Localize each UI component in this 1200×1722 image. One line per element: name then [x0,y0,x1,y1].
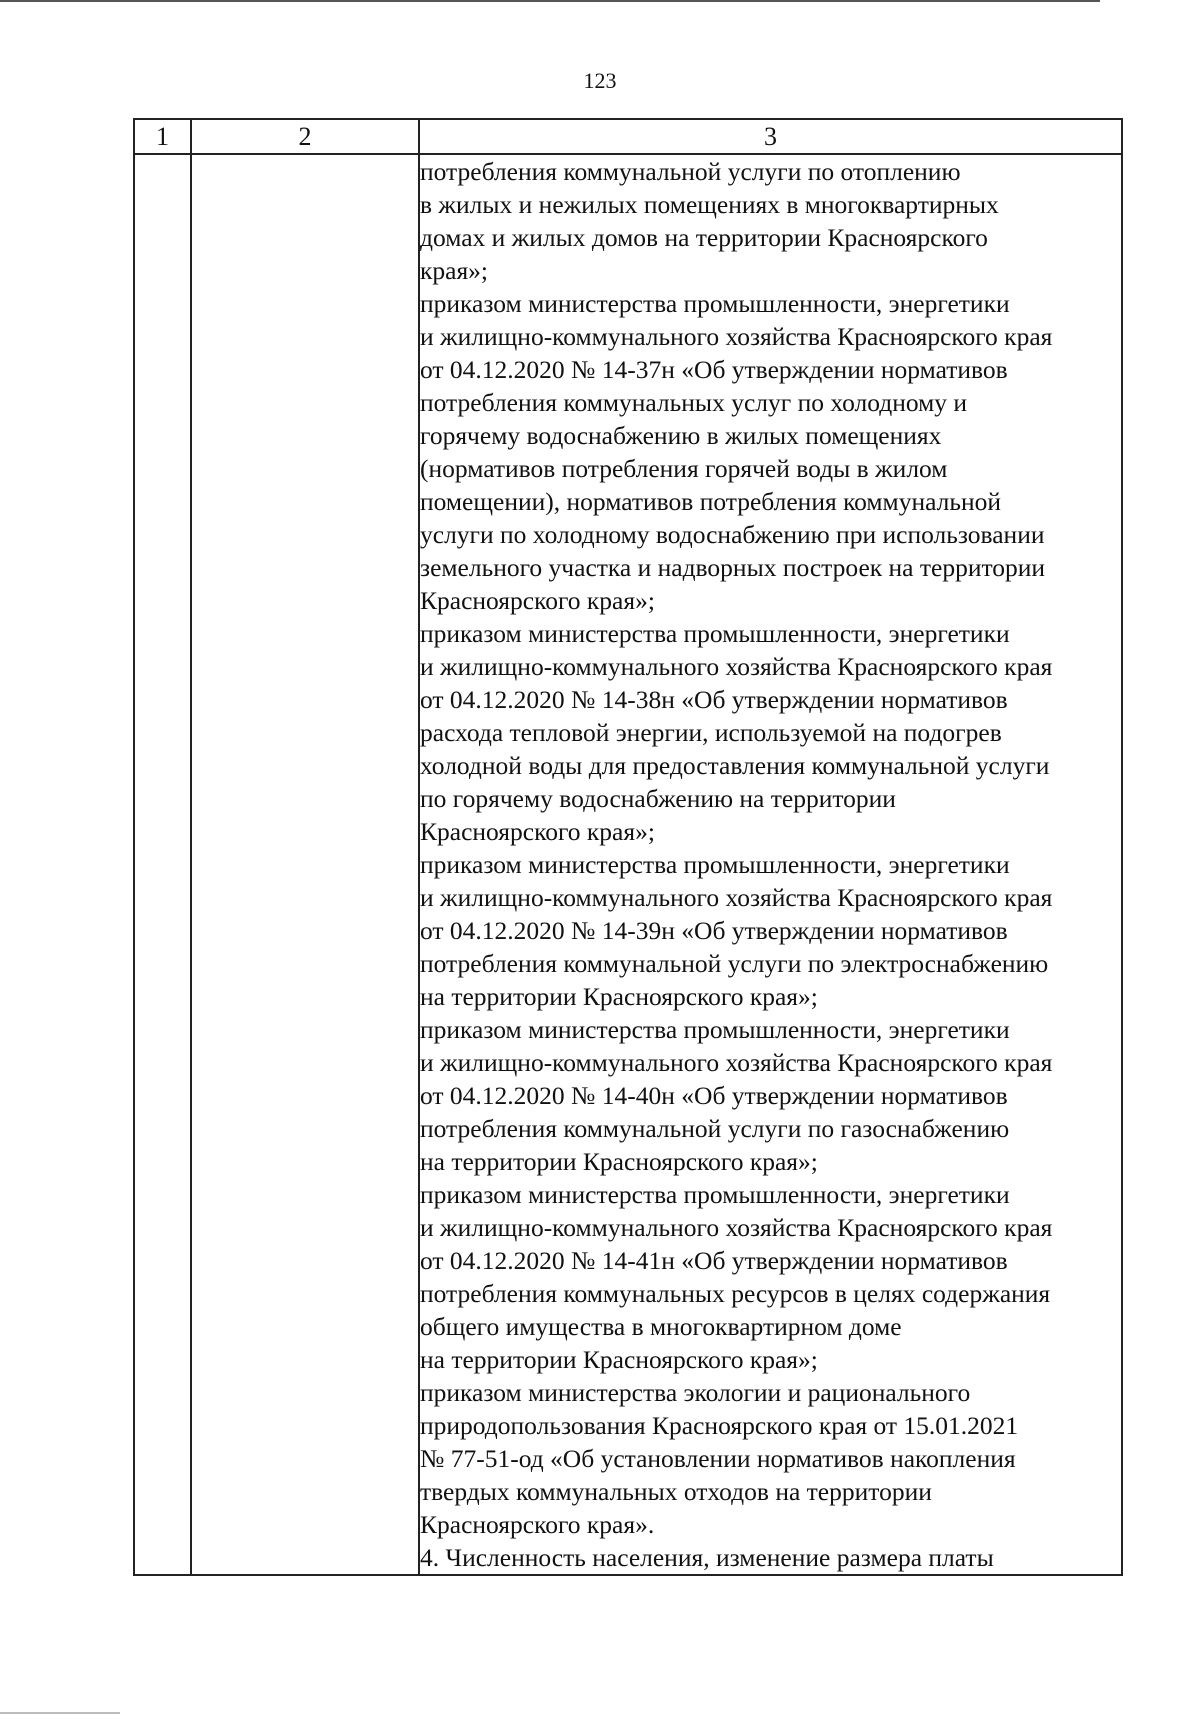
text-line: на территории Красноярского края»; [420,1147,818,1176]
text-line: приказом министерства промышленности, энергетики [420,850,1010,879]
text-line: Красноярского края»; [420,586,655,615]
text-line: и жилищно-коммунального хозяйства Красноярского края [420,1048,1053,1077]
text-line: на территории Красноярского края»; [420,1345,818,1374]
column1-cell [134,154,191,1575]
text-line: потребления коммунальной услуги по электроснабжению [420,949,1049,978]
text-line: услуги по холодному водоснабжению при использовании [420,520,1045,549]
text-line: земельного участка и надворных построек на территории [420,553,1046,582]
column3-text-cell [419,154,1122,1575]
text-line: от 04.12.2020 № 14-38н «Об утверждении нормативов [420,685,1008,714]
scan-edge-bottom [0,1712,120,1714]
column2-cell [191,154,419,1575]
text-line: от 04.12.2020 № 14-41н «Об утверждении нормативов [420,1246,1008,1275]
text-line: по горячему водоснабжению на территории [420,784,896,813]
text-line: потребления коммунальных ресурсов в целях содержания [420,1279,1051,1308]
text-line: 4. Численность населения, изменение размера платы [420,1543,994,1572]
text-line: общего имущества в многоквартирном доме [420,1312,902,1341]
text-line: Красноярского края»; [420,817,655,846]
text-line: от 04.12.2020 № 14-40н «Об утверждении нормативов [420,1081,1008,1110]
text-line: от 04.12.2020 № 14-37н «Об утверждении нормативов [420,355,1008,384]
table-header-row [134,119,1122,154]
text-line: холодной воды для предоставления коммунальной услуги [420,751,1050,780]
text-line: в жилых и нежилых помещениях в многоквартирных [420,190,999,219]
text-line: приказом министерства промышленности, энергетики [420,1180,1010,1209]
text-line: природопользования Красноярского края от 15.01.2021 [420,1411,1019,1440]
text-line: приказом министерства промышленности, энергетики [420,289,1010,318]
text-line: потребления коммунальной услуги по газоснабжению [420,1114,1010,1143]
text-line: приказом министерства экологии и рационального [420,1378,971,1407]
text-line: потребления коммунальных услуг по холодному и [420,388,968,417]
column-header-2: 2 [191,119,419,154]
page-number: 123 [583,68,617,93]
column-header-1: 1 [134,119,191,154]
text-line: Красноярского края». [420,1510,655,1539]
text-line: от 04.12.2020 № 14-39н «Об утверждении нормативов [420,916,1008,945]
text-line: края»; [420,256,489,285]
table-row [134,154,1122,1575]
text-line: на территории Красноярского края»; [420,982,818,1011]
scan-edge-top [0,0,1100,2]
text-line: и жилищно-коммунального хозяйства Красноярского края [420,322,1053,351]
text-line: и жилищно-коммунального хозяйства Красноярского края [420,1213,1053,1242]
text-line: приказом министерства промышленности, энергетики [420,1015,1010,1044]
document-table [133,118,1123,1576]
text-line: помещении), нормативов потребления коммунальной [420,487,1002,516]
text-line: приказом министерства промышленности, энергетики [420,619,1010,648]
text-line: твердых коммунальных отходов на территории [420,1477,932,1506]
text-line: потребления коммунальной услуги по отоплению [420,157,961,186]
column-header-3: 3 [419,119,1122,154]
text-line: и жилищно-коммунального хозяйства Красноярского края [420,883,1053,912]
text-line: № 77-51-од «Об установлении нормативов накопления [420,1444,1016,1473]
text-line: домах и жилых домов на территории Красноярского [420,223,988,252]
text-line: и жилищно-коммунального хозяйства Красноярского края [420,652,1053,681]
text-line: (нормативов потребления горячей воды в жилом [420,454,948,483]
text-line: горячему водоснабжению в жилых помещениях [420,421,942,450]
text-line: расхода тепловой энергии, используемой на подогрев [420,718,1002,747]
